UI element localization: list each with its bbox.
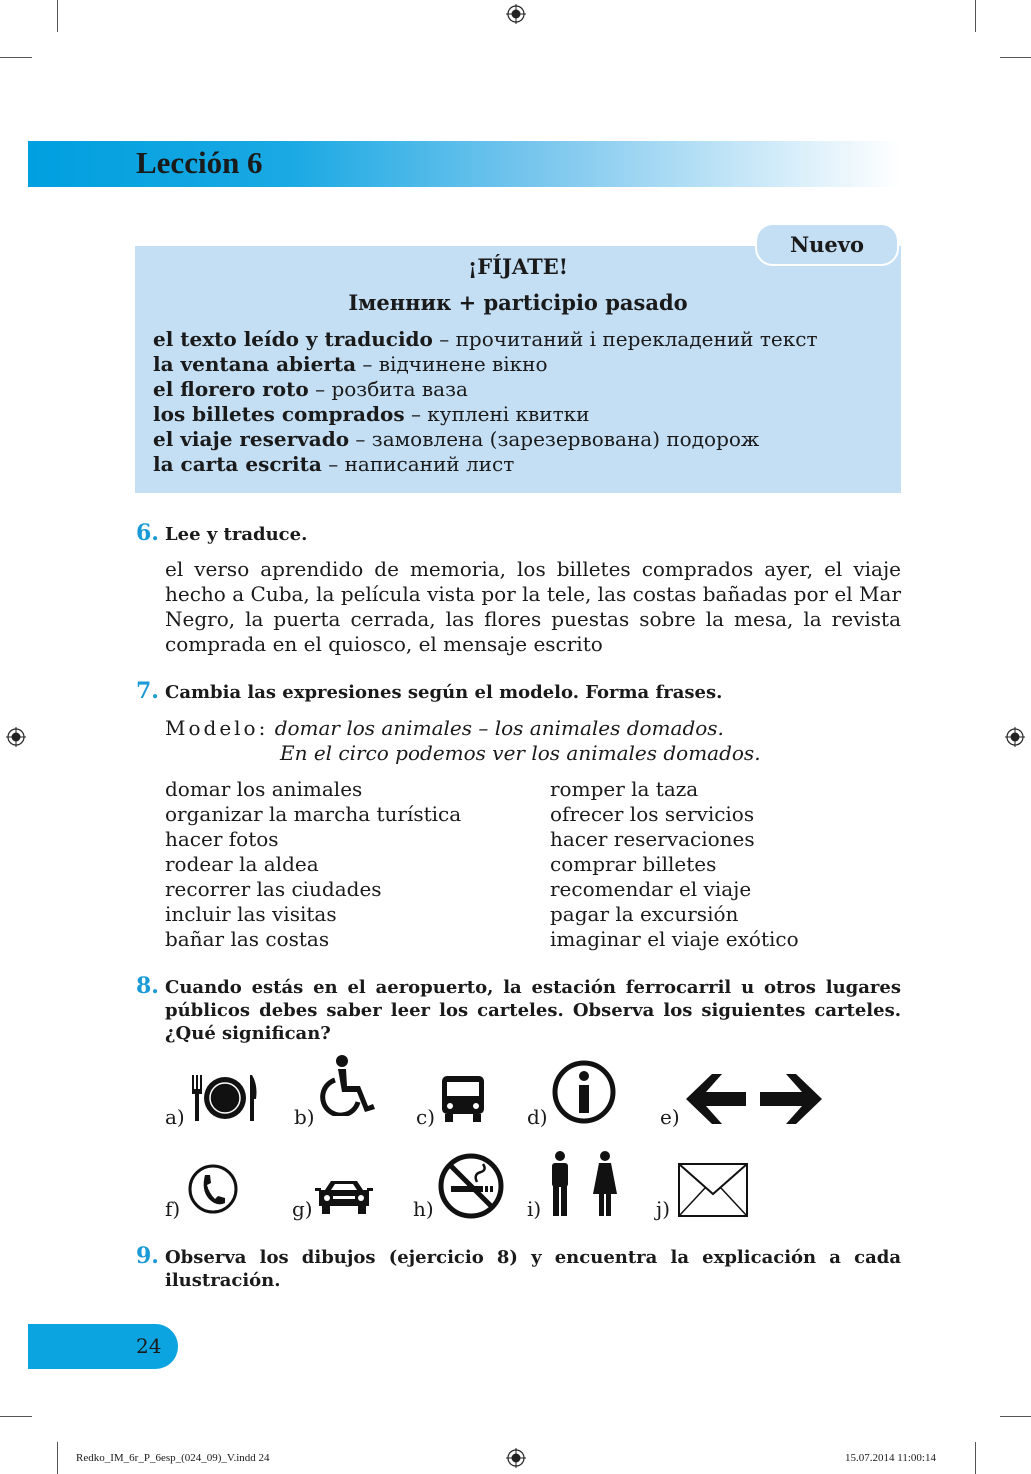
footer-date: 15.07.2014 11:00:14 bbox=[845, 1452, 936, 1464]
sign-letter-j: j) bbox=[656, 1197, 671, 1221]
crop-mark bbox=[1000, 1416, 1031, 1417]
exercise-8-number: 8. bbox=[136, 973, 159, 999]
arrows-left-right-icon bbox=[684, 1072, 824, 1126]
telephone-icon bbox=[187, 1163, 239, 1215]
grammar-example: la carta escrita – написаний лист bbox=[153, 452, 515, 476]
grammar-example: los billetes comprados – куплені квитки bbox=[153, 402, 590, 426]
registration-mark-icon bbox=[506, 4, 526, 24]
toilets-icon bbox=[547, 1150, 619, 1218]
list-item: domar los animales bbox=[165, 777, 363, 801]
sign-letter-h: h) bbox=[413, 1197, 434, 1221]
model-line-1: domar los animales – los animales domados. bbox=[274, 716, 724, 740]
page-number: 24 bbox=[136, 1334, 162, 1358]
exercise-7-model bbox=[165, 716, 761, 766]
crop-mark bbox=[57, 1442, 58, 1474]
grammar-subheading: Іменник + participio pasado bbox=[348, 290, 688, 315]
exercise-9-text: Observa los dibujos (ejercicio 8) y encuentra la explicación a cada ilustración. bbox=[165, 1247, 901, 1291]
nuevo-tab: Nuevo bbox=[755, 223, 899, 266]
crop-mark bbox=[1000, 57, 1031, 58]
footer-filename: Redko_IM_6r_P_6esp_(024_09)_V.indd 24 bbox=[76, 1452, 270, 1464]
exercise-6-number: 6. bbox=[136, 520, 159, 546]
exercise-6-title: Lee y traduce. bbox=[165, 524, 308, 545]
crop-mark bbox=[57, 0, 58, 32]
grammar-example: el texto leído y traducido – прочитаний і перекладений текст bbox=[153, 327, 818, 351]
no-smoking-icon bbox=[437, 1152, 505, 1220]
registration-mark-icon bbox=[506, 1448, 526, 1468]
restaurant-icon bbox=[190, 1073, 260, 1123]
crop-mark bbox=[0, 1416, 32, 1417]
sign-letter-a: a) bbox=[165, 1105, 185, 1129]
exercise-7-number: 7. bbox=[136, 678, 159, 704]
sign-letter-d: d) bbox=[527, 1105, 548, 1129]
grammar-heading: ¡FÍJATE! bbox=[468, 254, 568, 279]
exercise-7-column-1 bbox=[165, 777, 461, 952]
grammar-example: el viaje reservado – замовлена (зарезервована) подорож bbox=[153, 427, 760, 451]
list-item: hacer fotos bbox=[165, 827, 279, 851]
wheelchair-icon bbox=[318, 1054, 378, 1116]
list-item: comprar billetes bbox=[550, 852, 717, 876]
car-icon bbox=[315, 1178, 373, 1218]
mail-icon bbox=[677, 1162, 749, 1218]
list-item: hacer reservaciones bbox=[550, 827, 755, 851]
grammar-examples bbox=[153, 327, 818, 477]
sign-letter-c: c) bbox=[416, 1105, 436, 1129]
crop-mark bbox=[975, 0, 976, 32]
list-item: recomendar el viaje bbox=[550, 877, 752, 901]
exercise-7-column-2 bbox=[550, 777, 799, 952]
exercise-8-text: Cuando estás en el aeropuerto, la estación ferrocarril u otros lugares públicos debes saber leer los carteles. Observa los siguientes carteles. ¿Qué significan? bbox=[165, 977, 901, 1044]
crop-mark bbox=[975, 1442, 976, 1474]
list-item: bañar las costas bbox=[165, 927, 330, 951]
list-item: incluir las visitas bbox=[165, 902, 337, 926]
model-line-2: En el circo podemos ver los animales domados. bbox=[280, 741, 761, 765]
list-item: organizar la marcha turística bbox=[165, 802, 462, 826]
bus-icon bbox=[440, 1074, 486, 1124]
lesson-title: Lección 6 bbox=[136, 145, 263, 180]
exercise-7-title: Cambia las expresiones según el modelo. Forma frases. bbox=[165, 682, 723, 703]
exercise-6-text: el verso aprendido de memoria, los billetes comprados ayer, el viaje hecho a Cuba, la película vista por la tele, las costas bañadas por el Mar Negro, la puerta cerrada, las flores puestas sobre la mesa, la revista comprada en el quiosco, el mensaje escrito bbox=[165, 557, 901, 656]
list-item: rodear la aldea bbox=[165, 852, 319, 876]
sign-letter-b: b) bbox=[294, 1105, 315, 1129]
list-item: ofrecer los servicios bbox=[550, 802, 755, 826]
grammar-example: la ventana abierta – відчинене вікно bbox=[153, 352, 548, 376]
registration-mark-icon bbox=[1005, 727, 1025, 747]
crop-mark bbox=[0, 57, 32, 58]
model-label: Modelo: bbox=[165, 716, 269, 740]
registration-mark-icon bbox=[6, 727, 26, 747]
list-item: recorrer las ciudades bbox=[165, 877, 382, 901]
sign-letter-i: i) bbox=[527, 1197, 542, 1221]
sign-letter-f: f) bbox=[165, 1197, 181, 1221]
list-item: romper la taza bbox=[550, 777, 699, 801]
sign-letter-g: g) bbox=[292, 1197, 313, 1221]
list-item: imaginar el viaje exótico bbox=[550, 927, 799, 951]
sign-letter-e: e) bbox=[660, 1105, 680, 1129]
grammar-example: el florero roto – розбита ваза bbox=[153, 377, 468, 401]
exercise-9-number: 9. bbox=[136, 1243, 159, 1269]
list-item: pagar la excursión bbox=[550, 902, 739, 926]
information-icon bbox=[551, 1060, 617, 1124]
